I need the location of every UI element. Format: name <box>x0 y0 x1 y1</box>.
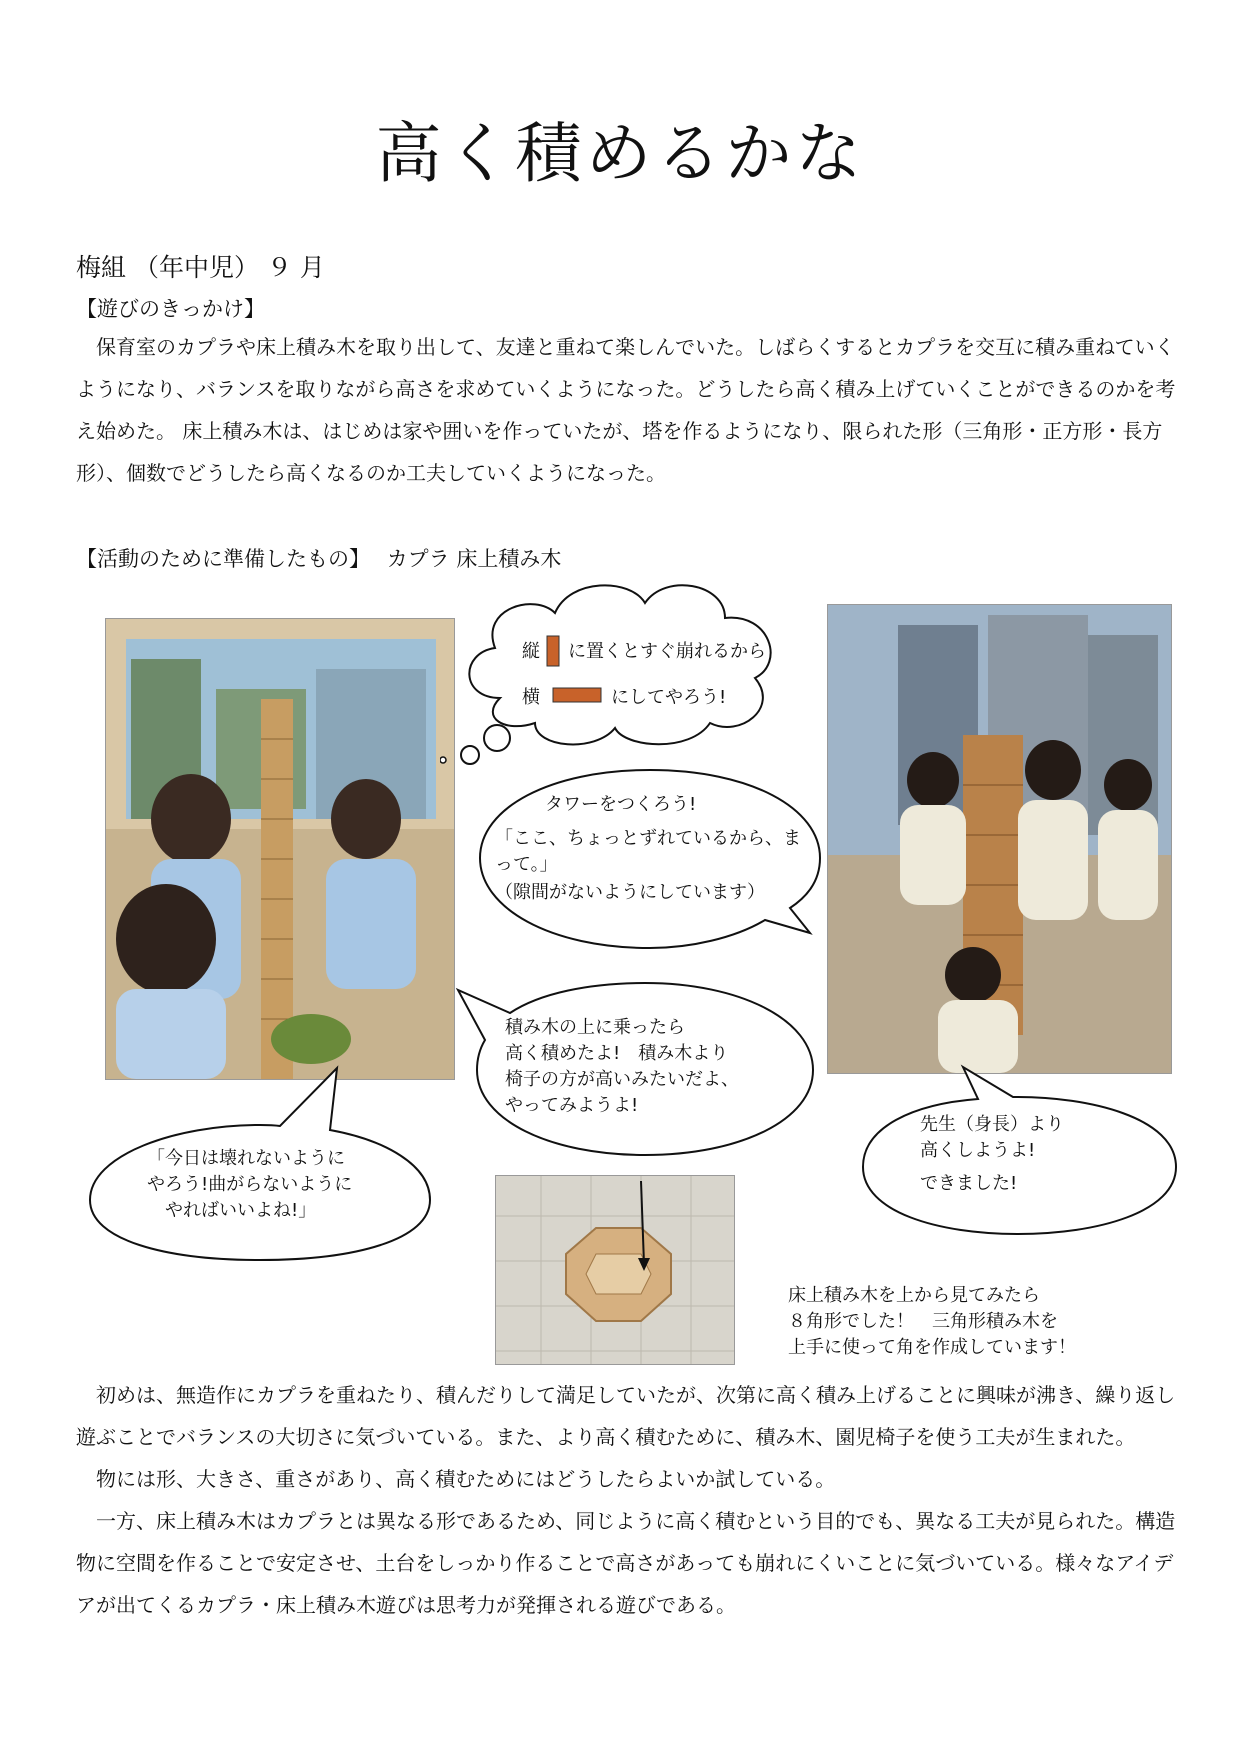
chair-line4: やってみようよ! <box>505 1095 639 1116</box>
thought-line1-a: 縦 <box>522 641 540 662</box>
reflection-p1: 初めは、無造作にカプラを重ねたり、積んだりして満足していたが、次第に高く積み上げることに興味が沸き、繰り返し遊ぶことでバランスの大切さに気づいている。また、より高く積むために、積み木、園児椅子を使う工夫が生まれた。 <box>76 1383 1176 1449</box>
photo-floor-block-tower <box>827 604 1172 1074</box>
photo-top-view-octagon <box>495 1175 735 1365</box>
trigger-heading: 【遊びのきっかけ】 <box>76 297 265 321</box>
tower-line1: 「ここ、ちょっとずれているから、ま <box>495 828 801 849</box>
reflection-p3: 一方、床上積み木はカプラとは異なる形であるため、同じように高く積むという目的でも、異なる工夫が見られた。構造物に空間を作ることで安定させ、土台をしっかり作ることで高さがあっても崩れにくいことに気づいている。様々なアイデアが出てくるカプラ・床上積み木遊びは思考力が発揮される遊びである。 <box>76 1509 1176 1617</box>
class-line: 梅組 （年中児） ９ 月 <box>76 253 325 282</box>
thought-line2-a: 横 <box>522 687 540 708</box>
teacher-line2: 高くしようよ! <box>920 1140 1036 1161</box>
reflection-p2: 物には形、大きさ、重さがあり、高く積むためにはどうしたらよいか試している。 <box>96 1467 836 1491</box>
teacher-line1: 先生（身長）より <box>920 1114 1064 1135</box>
chair-line2: 高く積めたよ! 積み木より <box>505 1043 729 1064</box>
thought-line1-b: に置くとすぐ崩れるから <box>568 641 766 662</box>
materials-heading: 【活動のために準備したもの】 <box>76 547 370 571</box>
tower-line2: って。」 <box>495 854 558 875</box>
caption-line3: 上手に使って角を作成しています！ <box>788 1337 1076 1358</box>
tower-title: タワーをつくろう! <box>545 794 697 815</box>
tower-line3: （隙間がないようにしています） <box>495 882 765 903</box>
photo-kapla-tower <box>105 618 455 1080</box>
today-line1: 「今日は壊れないように <box>147 1148 345 1169</box>
horizontal-block-icon <box>553 688 601 702</box>
trigger-text: 保育室のカプラや床上積み木を取り出して、友達と重ねて楽しんでいた。しばらくするとカプラを交互に積み重ねていくようになり、バランスを取りながら高さを求めていくようになった。どうしたら高く積み上げていくことができるのかを考え始めた。 床上積み木は、はじめは家や囲いを作っていたが、塔を作るようになり、限られた形（三角形・正方形・長方形）、個数でどうしたら高くなるのか工夫していくようになった。 <box>76 335 1176 485</box>
reflection-text <box>76 1374 1176 1626</box>
thought-cloud <box>440 568 820 768</box>
chair-line3: 椅子の方が高いみたいだよ、 <box>505 1069 739 1090</box>
page-title: 高く積めるかな <box>375 115 866 192</box>
vertical-block-icon <box>547 636 559 666</box>
thought-line2-b: にしてやろう! <box>611 687 727 708</box>
today-line2: やろう!曲がらないように <box>147 1174 353 1195</box>
today-line3: やればいいよね!」 <box>165 1200 317 1221</box>
caption-line1: 床上積み木を上から見てみたら <box>788 1285 1040 1306</box>
caption-line2: ８角形でした！ 三角形積み木を <box>788 1311 1058 1332</box>
materials-items: カプラ 床上積み木 <box>386 547 562 571</box>
teacher-line3: できました! <box>920 1173 1018 1194</box>
chair-line1: 積み木の上に乗ったら <box>505 1017 685 1038</box>
